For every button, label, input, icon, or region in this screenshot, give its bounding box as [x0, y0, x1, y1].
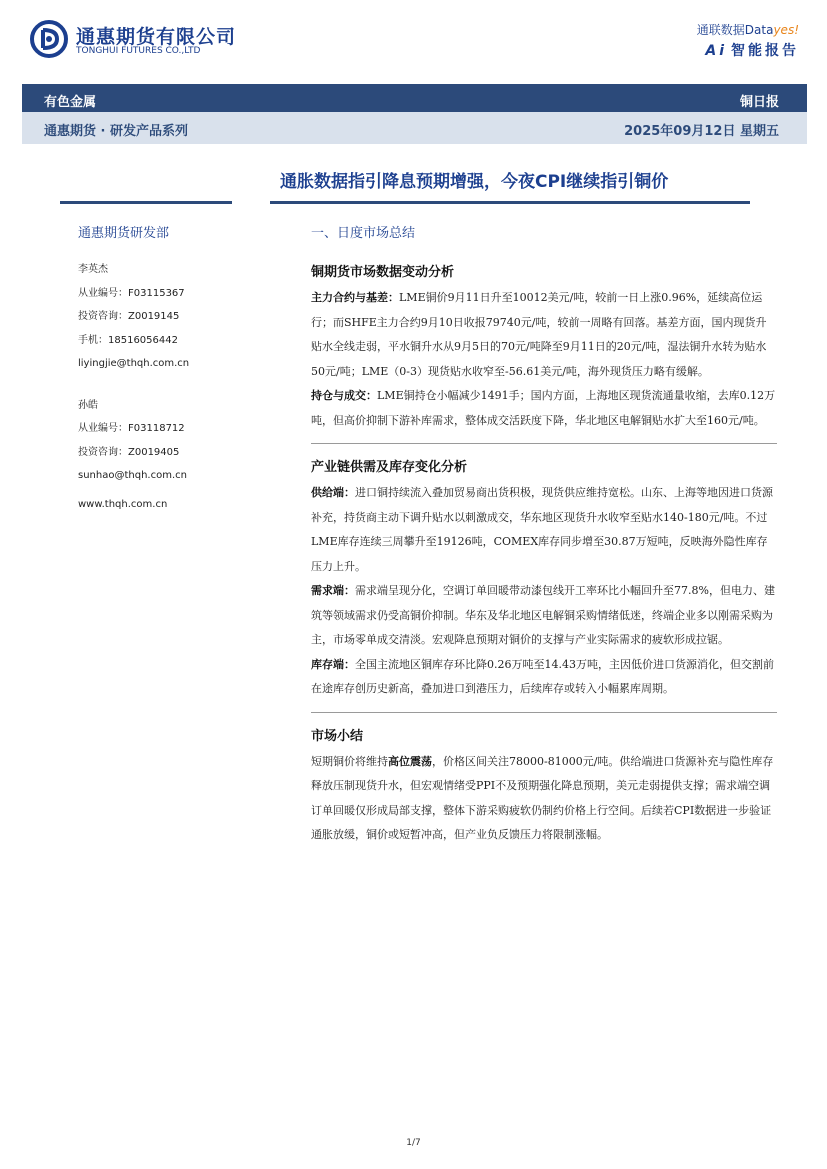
sector-label: 有色金属 [44, 95, 97, 110]
brand-data: Data [744, 23, 774, 37]
analyst-advisory: 投资咨询：Z0019145 [78, 311, 180, 322]
brand-yes: yes! [773, 23, 799, 37]
section-title: 一、日度市场总结 [311, 226, 416, 241]
company-logo-icon [30, 20, 68, 58]
block-heading-supply-demand: 产业链供需及库存变化分析 [311, 460, 468, 475]
analyst-name: 李英杰 [78, 264, 108, 275]
block-heading-summary: 市场小结 [311, 728, 364, 744]
analyst-card [78, 263, 268, 381]
block-heading-market-data: 铜期货市场数据变动分析 [311, 265, 455, 280]
brand-report: 智能报告 [731, 43, 799, 59]
paragraph-supply [311, 481, 777, 579]
paragraph-text: 需求端呈现分化，空调订单回暖带动漆包线开工率环比小幅回升至77.8%，但电力、建筑等领域需求仍受高铜价抑制。华东及华北地区电解铜采购情绪低迷，终端企业多以刚需采购为主，市场零单成交清淡。宏观降息预期对铜价的支撑与产业实际需求的疲软形成拉锯。 [311, 584, 775, 646]
paragraph-text: 短期铜价将维持 [311, 754, 388, 768]
paragraph-positions [311, 384, 777, 433]
brand-ai: Ai [705, 43, 727, 59]
analyst-advisory: 投资咨询：Z0019405 [78, 446, 180, 458]
page-number: 1/7 [406, 1138, 421, 1148]
paragraph-demand [311, 579, 777, 653]
title-rule-right [270, 201, 750, 204]
analyst-phone: 手机：18516056442 [78, 334, 178, 346]
sidebar [78, 222, 268, 510]
paragraph-lead: 持仓与成交： [311, 389, 377, 402]
brand-prefix: 通联数据 [696, 23, 745, 37]
analyst-cert: 从业编号：F03115367 [78, 287, 185, 299]
paragraph-contract-basis [311, 286, 777, 384]
section-divider [311, 443, 777, 444]
paragraph-lead: 主力合约与基差： [311, 291, 399, 304]
paragraph-text: LME铜持仓小幅减少1491手；国内方面，上海地区现货流通量收缩，去库0.12万吨，但高价抑制下游补库需求，整体成交活跃度下降，华北地区电解铜贴水扩大至160元/吨。 [311, 389, 776, 427]
header-band-dark [22, 84, 807, 112]
website-link[interactable]: www.thqh.com.cn [78, 498, 168, 510]
report-date: 2025年09月12日 星期五 [624, 124, 779, 139]
paragraph-summary [311, 750, 777, 848]
department-name: 通惠期货研发部 [78, 226, 170, 241]
series-label: 通惠期货 · 研发产品系列 [44, 124, 188, 139]
paragraph-text: 全国主流地区铜库存环比降0.26万吨至14.43万吨，主因低价进口货源消化，但交割前在途库存创历史新高，叠加进口到港压力，后续库存或转入小幅累库周期。 [311, 657, 774, 695]
company-name-cn: 通惠期货有限公司 [76, 26, 237, 48]
company-name-en: TONGHUI FUTURES CO.,LTD [76, 46, 201, 56]
main-content [311, 222, 777, 848]
paragraph-lead: 库存端： [311, 657, 355, 671]
title-rule-left [60, 201, 232, 204]
analyst-cert: 从业编号：F03118712 [78, 423, 185, 434]
analyst-email[interactable]: sunhao@thqh.com.cn [78, 470, 187, 481]
ai-report-brand [705, 40, 799, 60]
section-divider [311, 712, 777, 713]
analyst-name: 孙皓 [78, 399, 98, 411]
paragraph-text: 进口铜持续流入叠加贸易商出货积极，现货供应维持宽松。山东、上海等地因进口货源补充，持货商主动下调升贴水以刺激成交，华东地区现货升水收窄至贴水140-180元/吨。不过LME库存连续三周攀升至19126吨，COMEX库存同步增至30.87万短吨，反映海外隐性库存压力上升。 [311, 486, 773, 573]
paragraph-lead: 需求端： [311, 584, 355, 597]
analyst-email[interactable]: liyingjie@thqh.com.cn [78, 358, 190, 369]
analyst-card [78, 399, 268, 493]
paragraph-text: LME铜价9月11日升至10012美元/吨，较前一日上涨0.96%，延续高位运行；而SHFE主力合约9月10日收报79740元/吨，较前一周略有回落。基差方面，国内现货升贴水全线走弱，平水铜升水从9月5日的70元/吨降至9月11日的20元/吨，湿法铜升水转为贴水50元/吨；LME（0-3）现货贴水收窄至-56.61美元/吨，海外现货压力略有缓解。 [311, 291, 767, 378]
datayes-brand [697, 21, 799, 38]
emphasis-text: 高位震荡 [388, 754, 432, 768]
paragraph-inventory [311, 653, 777, 702]
paragraph-lead: 供给端： [311, 486, 355, 499]
paragraph-text: ，价格区间关注78000-81000元/吨。供给端进口货源补充与隐性库存释放压制现货升水，但宏观情绪受PPI不及预期强化降息预期，美元走弱提供支撑；需求端空调订单回暖仅形成局部支撑，整体下游采购疲软仍制约价格上行空间。后续若CPI数据进一步验证通胀放缓，铜价或短暂冲高，但产业负反馈压力将限制涨幅。 [311, 754, 774, 841]
report-type-label: 铜日报 [739, 95, 779, 110]
report-title: 通胀数据指引降息预期增强，今夜CPI继续指引铜价 [280, 172, 669, 192]
